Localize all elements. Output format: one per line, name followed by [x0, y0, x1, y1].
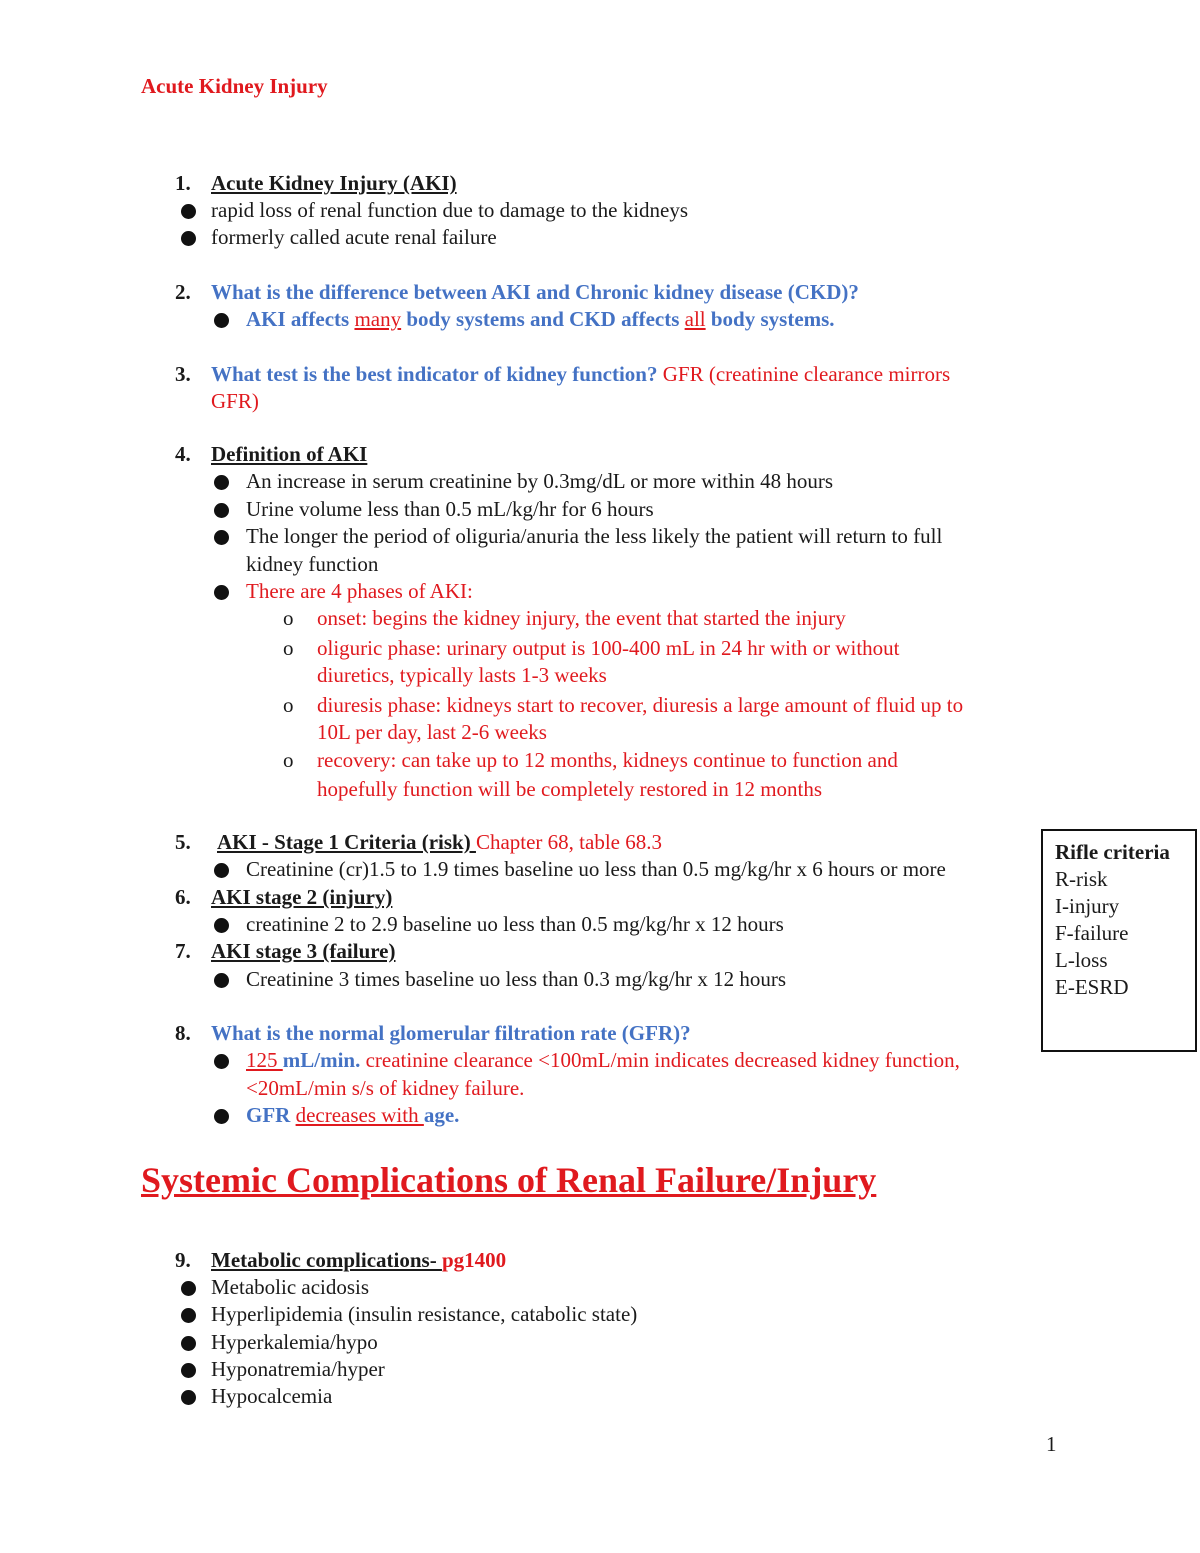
bullet-icon — [181, 1390, 196, 1405]
item-number: 3. — [175, 362, 191, 386]
item-heading: Metabolic complications- — [211, 1248, 442, 1272]
item-number: 9. — [175, 1248, 191, 1272]
bullet-icon — [214, 863, 229, 878]
bullet-icon — [214, 1054, 229, 1069]
phase-item: recovery: can take up to 12 months, kidneys continue to function and — [317, 748, 898, 772]
list-item: Creatinine 3 times baseline uo less than 0.3 mg/kg/hr x 12 hours — [246, 967, 787, 991]
bullet-icon — [214, 313, 229, 328]
list-item: The longer the period of oliguria/anuria the less likely the patient will return to full — [246, 524, 943, 548]
item-heading: AKI stage 2 (injury) — [211, 885, 393, 909]
page-reference: pg1400 — [441, 1248, 507, 1272]
bullet-icon — [181, 1363, 196, 1378]
circle-bullet-icon: o — [283, 748, 294, 772]
answer-emphasis-all: all — [684, 307, 706, 331]
rifle-criteria-box — [1041, 829, 1197, 1052]
item-number: 1. — [175, 171, 191, 195]
bullet-icon — [214, 503, 229, 518]
phase-item: onset: begins the kidney injury, the event that started the injury — [317, 606, 846, 630]
page-number: 1 — [1046, 1432, 1057, 1456]
list-item: Creatinine (cr)1.5 to 1.9 times baseline uo less than 0.5 mg/kg/hr x 6 hours or more — [246, 857, 946, 881]
rifle-line: R-risk — [1055, 867, 1108, 891]
list-item — [246, 1047, 960, 1074]
list-item: rapid loss of renal function due to damage to the kidneys — [211, 198, 689, 222]
stage-heading-line — [217, 829, 662, 856]
section-heading: Systemic Complications of Renal Failure/Injury — [141, 1160, 877, 1200]
rifle-line: I-injury — [1055, 894, 1120, 918]
answer-part: body systems. — [705, 307, 835, 331]
list-item: Urine volume less than 0.5 mL/kg/hr for 6 hours — [246, 497, 654, 521]
bullet-icon — [181, 1308, 196, 1323]
item-number: 6. — [175, 885, 191, 909]
bullet-icon — [214, 530, 229, 545]
question-text: What test is the best indicator of kidney function? — [211, 362, 658, 386]
list-item: Hyperkalemia/hypo — [211, 1330, 378, 1354]
answer-part: GFR — [246, 1103, 296, 1127]
phase-item-continued: hopefully function will be completely restored in 12 months — [317, 777, 823, 801]
item-number: 5. — [175, 830, 191, 854]
list-item: Hyperlipidemia (insulin resistance, catabolic state) — [211, 1302, 638, 1326]
item-heading: Acute Kidney Injury (AKI) — [211, 171, 457, 195]
bullet-icon — [214, 918, 229, 933]
bullet-icon — [181, 204, 196, 219]
list-item-continued: <20mL/min s/s of kidney failure. — [246, 1076, 525, 1100]
list-item: formerly called acute renal failure — [211, 225, 497, 249]
answer-part: body systems and CKD affects — [401, 307, 685, 331]
bullet-icon — [214, 475, 229, 490]
bullet-icon — [214, 585, 229, 600]
bullet-icon — [214, 1109, 229, 1124]
bullet-icon — [214, 973, 229, 988]
item-heading: AKI stage 3 (failure) — [211, 939, 396, 963]
answer-text — [246, 306, 835, 333]
item-number: 4. — [175, 442, 191, 466]
answer-emphasis-many: many — [354, 307, 402, 331]
list-item: Metabolic acidosis — [211, 1275, 370, 1299]
phase-item: diuresis phase: kidneys start to recover, diuresis a large amount of fluid up to — [317, 693, 964, 717]
bullet-icon — [181, 1281, 196, 1296]
gfr-unit: mL/min. — [282, 1048, 361, 1072]
phase-item-continued: diuretics, typically lasts 1-3 weeks — [317, 663, 607, 687]
item-number: 7. — [175, 939, 191, 963]
list-item-continued: kidney function — [246, 552, 379, 576]
rifle-line: E-ESRD — [1055, 975, 1129, 999]
chapter-reference: Chapter 68, table 68.3 — [475, 830, 662, 854]
item-heading: Definition of AKI — [211, 442, 368, 466]
item-number: 2. — [175, 280, 191, 304]
rifle-title: Rifle criteria — [1055, 840, 1170, 864]
list-item: There are 4 phases of AKI: — [246, 579, 473, 603]
document-title: Acute Kidney Injury — [141, 74, 328, 98]
circle-bullet-icon: o — [283, 636, 294, 660]
answer-text: GFR) — [211, 389, 259, 413]
bullet-icon — [181, 1336, 196, 1351]
list-item: Hyponatremia/hyper — [211, 1357, 385, 1381]
item-heading: AKI - Stage 1 Criteria (risk) — [217, 830, 476, 854]
list-item: An increase in serum creatinine by 0.3mg/dL or more within 48 hours — [246, 469, 834, 493]
circle-bullet-icon: o — [283, 606, 294, 630]
answer-text: creatinine clearance <100mL/min indicates decreased kidney function, — [360, 1048, 960, 1072]
list-item: Hypocalcemia — [211, 1384, 333, 1408]
answer-part: AKI affects — [246, 307, 355, 331]
circle-bullet-icon: o — [283, 693, 294, 717]
rifle-line: F-failure — [1055, 921, 1129, 945]
phase-item-continued: 10L per day, last 2-6 weeks — [317, 720, 547, 744]
question-line — [211, 361, 950, 388]
answer-emphasis: decreases with — [295, 1103, 424, 1127]
list-item: creatinine 2 to 2.9 baseline uo less than 0.5 mg/kg/hr x 12 hours — [246, 912, 784, 936]
question-text: What is the difference between AKI and Chronic kidney disease (CKD)? — [211, 280, 859, 304]
bullet-icon — [181, 231, 196, 246]
phase-item: oliguric phase: urinary output is 100-400 mL in 24 hr with or without — [317, 636, 900, 660]
rifle-line: L-loss — [1055, 948, 1108, 972]
item-heading-line — [211, 1247, 506, 1274]
list-item — [246, 1102, 459, 1129]
answer-text: GFR (creatinine clearance mirrors — [657, 362, 951, 386]
answer-part: age. — [423, 1103, 460, 1127]
question-text: What is the normal glomerular filtration rate (GFR)? — [211, 1021, 691, 1045]
item-number: 8. — [175, 1021, 191, 1045]
gfr-value: 125 — [246, 1048, 283, 1072]
